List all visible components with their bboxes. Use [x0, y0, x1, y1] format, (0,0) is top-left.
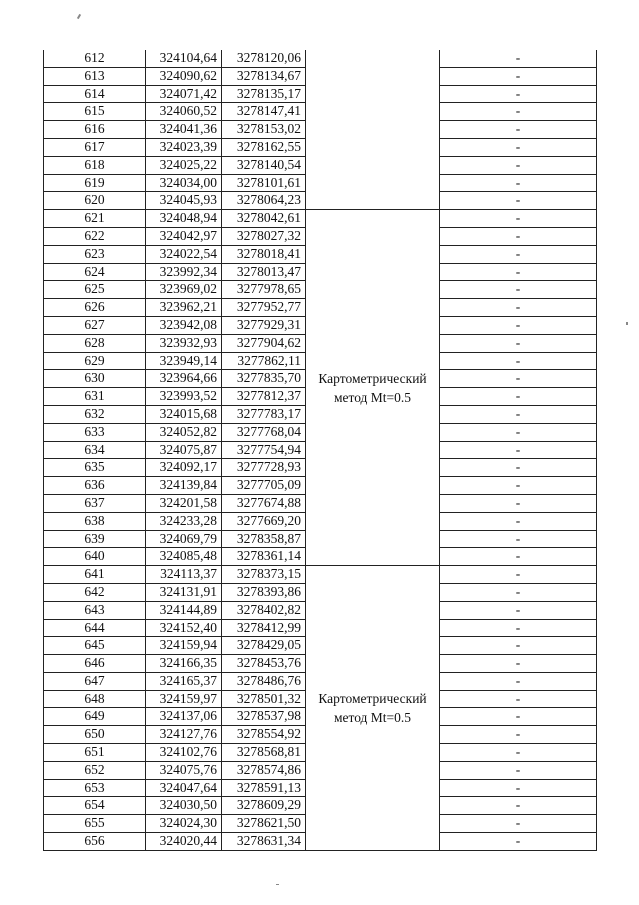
- error-cell: -: [440, 548, 597, 566]
- method-cell: Картометрический метод Mt=0.5: [306, 210, 440, 566]
- y-coordinate-cell: 3278373,15: [222, 566, 306, 584]
- point-number-cell: 625: [44, 281, 146, 299]
- y-coordinate-cell: 3277783,17: [222, 405, 306, 423]
- point-number-cell: 636: [44, 477, 146, 495]
- error-cell: -: [440, 494, 597, 512]
- coordinates-table: [43, 50, 597, 851]
- x-coordinate-cell: 324090,62: [146, 67, 222, 85]
- y-coordinate-cell: 3278027,32: [222, 227, 306, 245]
- point-number-cell: 629: [44, 352, 146, 370]
- table-row: [44, 50, 597, 67]
- y-coordinate-cell: 3277862,11: [222, 352, 306, 370]
- y-coordinate-cell: 3278591,13: [222, 779, 306, 797]
- point-number-cell: 634: [44, 441, 146, 459]
- y-coordinate-cell: 3277669,20: [222, 512, 306, 530]
- y-coordinate-cell: 3278574,86: [222, 761, 306, 779]
- point-number-cell: 630: [44, 370, 146, 388]
- method-cell: Картометрический метод Mt=0.5: [306, 566, 440, 851]
- y-coordinate-cell: 3277812,37: [222, 388, 306, 406]
- error-cell: -: [440, 761, 597, 779]
- error-cell: -: [440, 156, 597, 174]
- error-cell: -: [440, 672, 597, 690]
- y-coordinate-cell: 3278453,76: [222, 655, 306, 673]
- x-coordinate-cell: 324052,82: [146, 423, 222, 441]
- point-number-cell: 637: [44, 494, 146, 512]
- point-number-cell: 647: [44, 672, 146, 690]
- y-coordinate-cell: 3278429,05: [222, 637, 306, 655]
- error-cell: -: [440, 619, 597, 637]
- x-coordinate-cell: 324042,97: [146, 227, 222, 245]
- point-number-cell: 620: [44, 192, 146, 210]
- y-coordinate-cell: 3278064,23: [222, 192, 306, 210]
- x-coordinate-cell: 323969,02: [146, 281, 222, 299]
- point-number-cell: 623: [44, 245, 146, 263]
- y-coordinate-cell: 3278609,29: [222, 797, 306, 815]
- error-cell: -: [440, 370, 597, 388]
- error-cell: -: [440, 530, 597, 548]
- y-coordinate-cell: 3278412,99: [222, 619, 306, 637]
- x-coordinate-cell: 324139,84: [146, 477, 222, 495]
- x-coordinate-cell: 324060,52: [146, 103, 222, 121]
- y-coordinate-cell: 3278621,50: [222, 815, 306, 833]
- error-cell: -: [440, 655, 597, 673]
- point-number-cell: 640: [44, 548, 146, 566]
- y-coordinate-cell: 3278153,02: [222, 121, 306, 139]
- x-coordinate-cell: 324233,28: [146, 512, 222, 530]
- error-cell: -: [440, 601, 597, 619]
- point-number-cell: 644: [44, 619, 146, 637]
- method-cell: [306, 50, 440, 210]
- error-cell: -: [440, 833, 597, 851]
- y-coordinate-cell: 3278134,67: [222, 67, 306, 85]
- error-cell: -: [440, 388, 597, 406]
- coordinates-table-body: [44, 50, 597, 850]
- error-cell: -: [440, 477, 597, 495]
- y-coordinate-cell: 3278568,81: [222, 744, 306, 762]
- point-number-cell: 641: [44, 566, 146, 584]
- x-coordinate-cell: 324144,89: [146, 601, 222, 619]
- x-coordinate-cell: 324047,64: [146, 779, 222, 797]
- error-cell: -: [440, 174, 597, 192]
- point-number-cell: 619: [44, 174, 146, 192]
- point-number-cell: 649: [44, 708, 146, 726]
- x-coordinate-cell: 324041,36: [146, 121, 222, 139]
- x-coordinate-cell: 324113,37: [146, 566, 222, 584]
- point-number-cell: 654: [44, 797, 146, 815]
- error-cell: -: [440, 245, 597, 263]
- point-number-cell: 646: [44, 655, 146, 673]
- x-coordinate-cell: 324092,17: [146, 459, 222, 477]
- y-coordinate-cell: 3278140,54: [222, 156, 306, 174]
- y-coordinate-cell: 3278537,98: [222, 708, 306, 726]
- error-cell: -: [440, 459, 597, 477]
- error-cell: -: [440, 299, 597, 317]
- x-coordinate-cell: 324071,42: [146, 85, 222, 103]
- y-coordinate-cell: 3278018,41: [222, 245, 306, 263]
- x-coordinate-cell: 324166,35: [146, 655, 222, 673]
- error-cell: -: [440, 85, 597, 103]
- x-coordinate-cell: 324152,40: [146, 619, 222, 637]
- point-number-cell: 642: [44, 583, 146, 601]
- error-cell: -: [440, 797, 597, 815]
- point-number-cell: 615: [44, 103, 146, 121]
- error-cell: -: [440, 423, 597, 441]
- y-coordinate-cell: 3278135,17: [222, 85, 306, 103]
- y-coordinate-cell: 3278631,34: [222, 833, 306, 851]
- x-coordinate-cell: 324075,76: [146, 761, 222, 779]
- point-number-cell: 638: [44, 512, 146, 530]
- x-coordinate-cell: 323992,34: [146, 263, 222, 281]
- error-cell: -: [440, 512, 597, 530]
- error-cell: -: [440, 192, 597, 210]
- x-coordinate-cell: 324104,64: [146, 50, 222, 67]
- point-number-cell: 628: [44, 334, 146, 352]
- error-cell: -: [440, 352, 597, 370]
- scan-speck: [626, 322, 628, 325]
- x-coordinate-cell: 324020,44: [146, 833, 222, 851]
- y-coordinate-cell: 3277768,04: [222, 423, 306, 441]
- error-cell: -: [440, 121, 597, 139]
- x-coordinate-cell: 324025,22: [146, 156, 222, 174]
- error-cell: -: [440, 138, 597, 156]
- point-number-cell: 651: [44, 744, 146, 762]
- point-number-cell: 624: [44, 263, 146, 281]
- point-number-cell: 627: [44, 316, 146, 334]
- error-cell: -: [440, 103, 597, 121]
- y-coordinate-cell: 3277978,65: [222, 281, 306, 299]
- x-coordinate-cell: 324069,79: [146, 530, 222, 548]
- x-coordinate-cell: 324131,91: [146, 583, 222, 601]
- point-number-cell: 631: [44, 388, 146, 406]
- x-coordinate-cell: 324024,30: [146, 815, 222, 833]
- error-cell: -: [440, 281, 597, 299]
- point-number-cell: 614: [44, 85, 146, 103]
- error-cell: -: [440, 263, 597, 281]
- y-coordinate-cell: 3278101,61: [222, 174, 306, 192]
- point-number-cell: 626: [44, 299, 146, 317]
- x-coordinate-cell: 324075,87: [146, 441, 222, 459]
- x-coordinate-cell: 324137,06: [146, 708, 222, 726]
- x-coordinate-cell: 324022,54: [146, 245, 222, 263]
- point-number-cell: 633: [44, 423, 146, 441]
- point-number-cell: 618: [44, 156, 146, 174]
- x-coordinate-cell: 323932,93: [146, 334, 222, 352]
- y-coordinate-cell: 3277674,88: [222, 494, 306, 512]
- point-number-cell: 639: [44, 530, 146, 548]
- x-coordinate-cell: 324015,68: [146, 405, 222, 423]
- y-coordinate-cell: 3278042,61: [222, 210, 306, 228]
- y-coordinate-cell: 3278501,32: [222, 690, 306, 708]
- error-cell: -: [440, 50, 597, 67]
- y-coordinate-cell: 3278162,55: [222, 138, 306, 156]
- x-coordinate-cell: 323962,21: [146, 299, 222, 317]
- y-coordinate-cell: 3278358,87: [222, 530, 306, 548]
- x-coordinate-cell: 324030,50: [146, 797, 222, 815]
- x-coordinate-cell: 324045,93: [146, 192, 222, 210]
- y-coordinate-cell: 3278147,41: [222, 103, 306, 121]
- y-coordinate-cell: 3278013,47: [222, 263, 306, 281]
- point-number-cell: 656: [44, 833, 146, 851]
- error-cell: -: [440, 566, 597, 584]
- y-coordinate-cell: 3278393,86: [222, 583, 306, 601]
- x-coordinate-cell: 324023,39: [146, 138, 222, 156]
- y-coordinate-cell: 3278120,06: [222, 50, 306, 67]
- x-coordinate-cell: 324165,37: [146, 672, 222, 690]
- x-coordinate-cell: 324201,58: [146, 494, 222, 512]
- point-number-cell: 632: [44, 405, 146, 423]
- point-number-cell: 612: [44, 50, 146, 67]
- error-cell: -: [440, 708, 597, 726]
- x-coordinate-cell: 324034,00: [146, 174, 222, 192]
- error-cell: -: [440, 441, 597, 459]
- error-cell: -: [440, 227, 597, 245]
- point-number-cell: 650: [44, 726, 146, 744]
- x-coordinate-cell: 324127,76: [146, 726, 222, 744]
- point-number-cell: 645: [44, 637, 146, 655]
- error-cell: -: [440, 316, 597, 334]
- y-coordinate-cell: 3277929,31: [222, 316, 306, 334]
- y-coordinate-cell: 3277904,62: [222, 334, 306, 352]
- point-number-cell: 655: [44, 815, 146, 833]
- table-row: [44, 566, 597, 584]
- y-coordinate-cell: 3277728,93: [222, 459, 306, 477]
- point-number-cell: 652: [44, 761, 146, 779]
- x-coordinate-cell: 323993,52: [146, 388, 222, 406]
- x-coordinate-cell: 324085,48: [146, 548, 222, 566]
- point-number-cell: 648: [44, 690, 146, 708]
- y-coordinate-cell: 3277952,77: [222, 299, 306, 317]
- x-coordinate-cell: 323949,14: [146, 352, 222, 370]
- y-coordinate-cell: 3278361,14: [222, 548, 306, 566]
- error-cell: -: [440, 815, 597, 833]
- error-cell: -: [440, 210, 597, 228]
- point-number-cell: 653: [44, 779, 146, 797]
- point-number-cell: 635: [44, 459, 146, 477]
- error-cell: -: [440, 779, 597, 797]
- point-number-cell: 621: [44, 210, 146, 228]
- scan-speck: [276, 884, 279, 885]
- y-coordinate-cell: 3278486,76: [222, 672, 306, 690]
- point-number-cell: 613: [44, 67, 146, 85]
- y-coordinate-cell: 3277835,70: [222, 370, 306, 388]
- point-number-cell: 616: [44, 121, 146, 139]
- point-number-cell: 643: [44, 601, 146, 619]
- error-cell: -: [440, 583, 597, 601]
- table-row: [44, 210, 597, 228]
- x-coordinate-cell: 324048,94: [146, 210, 222, 228]
- error-cell: -: [440, 334, 597, 352]
- error-cell: -: [440, 726, 597, 744]
- x-coordinate-cell: 324159,94: [146, 637, 222, 655]
- y-coordinate-cell: 3277705,09: [222, 477, 306, 495]
- scan-speck: [77, 14, 81, 19]
- x-coordinate-cell: 324159,97: [146, 690, 222, 708]
- x-coordinate-cell: 323964,66: [146, 370, 222, 388]
- point-number-cell: 617: [44, 138, 146, 156]
- error-cell: -: [440, 405, 597, 423]
- y-coordinate-cell: 3277754,94: [222, 441, 306, 459]
- error-cell: -: [440, 637, 597, 655]
- x-coordinate-cell: 323942,08: [146, 316, 222, 334]
- y-coordinate-cell: 3278554,92: [222, 726, 306, 744]
- error-cell: -: [440, 690, 597, 708]
- point-number-cell: 622: [44, 227, 146, 245]
- y-coordinate-cell: 3278402,82: [222, 601, 306, 619]
- error-cell: -: [440, 67, 597, 85]
- x-coordinate-cell: 324102,76: [146, 744, 222, 762]
- error-cell: -: [440, 744, 597, 762]
